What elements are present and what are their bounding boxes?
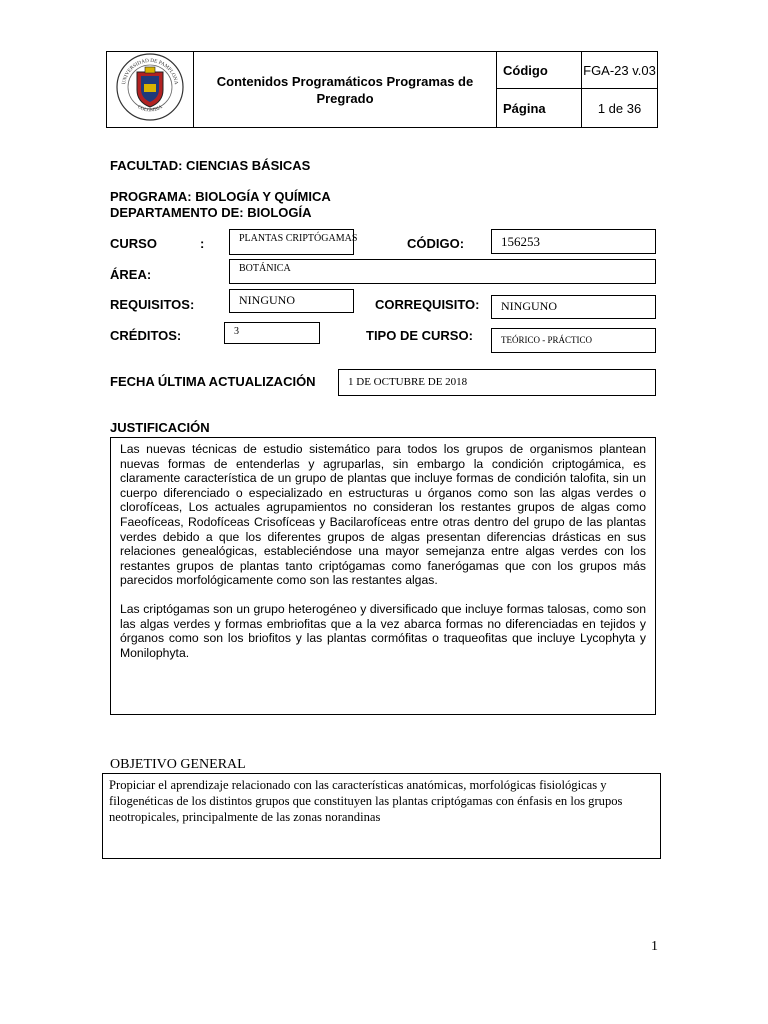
justificacion-box <box>110 437 656 715</box>
correquisito-field: NINGUNO <box>491 295 656 319</box>
svg-text:COLOMBIA: COLOMBIA <box>136 104 164 114</box>
curso-label: CURSO <box>110 236 157 251</box>
codigo-value: FGA-23 v.03 <box>582 52 658 89</box>
tipo-curso-label: TIPO DE CURSO: <box>366 328 473 343</box>
pagina-label: Página <box>497 89 582 128</box>
area-label: ÁREA: <box>110 267 152 282</box>
requisitos-label: REQUISITOS: <box>110 297 195 312</box>
curso-field: PLANTAS CRIPTÓGAMAS <box>229 229 354 255</box>
justificacion-paragraph-2: Las criptógamas son un grupo heterogéneo y diversificado que incluye formas talosas, como son las algas verdes y formas embriofitas que a la vez abarca formas no diferenciadas en tejidos y órganos como son los briofitos y las plantas cormófitas o traqueofitas que incluye Lycophyta y Monilophyta. <box>120 601 646 660</box>
curso-colon: : <box>200 236 205 251</box>
tipo-curso-field: TEÓRICO - PRÁCTICO <box>491 328 656 353</box>
creditos-field: 3 <box>224 322 320 344</box>
objetivo-heading: OBJETIVO GENERAL <box>110 757 246 772</box>
correquisito-label: CORREQUISITO: <box>375 297 480 312</box>
justificacion-heading: JUSTIFICACIÓN <box>110 420 210 435</box>
justificacion-paragraph-1: Las nuevas técnicas de estudio sistemático para todos los grupos de organismos plantean nuevas formas de entenderlas y agruparlas, sin embargo la condición criptogámica, es claramente característica de un grupo de plantas que incluye formas de condición talofita, sin un cuerpo diferenciado o especializado en estructuras u órganos como son las algas verdes o clorofíceas, Los actuales agrupamientos no consideran los restantes grupos de algas como Faeofíceas, Rodofíceas Crisofíceas y Bacilarofíceas entre otras dentro del grupo de las plantas verdes debido a que los diferentes grupos de algas presentan diferencias drásticas en sus relaciones genealógicas, estableciéndose una mayor semejanza entre algas verdes con los restantes grupos de plantas tanto criptógamas como fanerógamas que con los grupos más parecidos morfológicamente como son las restantes algas. <box>120 442 646 588</box>
logo-cell <box>107 52 194 128</box>
document-title: Contenidos Programáticos Programas de Pregrado <box>194 52 497 128</box>
requisitos-field: NINGUNO <box>229 289 354 313</box>
creditos-label: CRÉDITOS: <box>110 328 182 343</box>
svg-text:UNIVERSIDAD DE PAMPLONA: UNIVERSIDAD DE PAMPLONA <box>121 57 179 85</box>
fecha-field: 1 DE OCTUBRE DE 2018 <box>338 369 656 396</box>
header-table <box>106 51 658 128</box>
facultad-line: FACULTAD: CIENCIAS BÁSICAS <box>110 158 311 173</box>
programa-line: PROGRAMA: BIOLOGÍA Y QUÍMICA <box>110 189 331 204</box>
pagina-value: 1 de 36 <box>582 89 658 128</box>
codigo-curso-label: CÓDIGO: <box>407 236 465 251</box>
objetivo-box: Propiciar el aprendizaje relacionado con las características anatómicas, morfológicas fisiológicas y filogenéticas de los distintos grupos que constituyen las plantas criptógamas con énfasis en los grupos neotropicales, principalmente de las zonas norandinas <box>102 773 661 859</box>
codigo-curso-field: 156253 <box>491 229 656 254</box>
area-field: BOTÁNICA <box>229 259 656 284</box>
codigo-label: Código <box>497 52 582 89</box>
page-number: 1 <box>651 939 658 954</box>
departamento-line: DEPARTAMENTO DE: BIOLOGÍA <box>110 205 312 220</box>
university-seal-icon <box>115 52 185 122</box>
fecha-label: FECHA ÚLTIMA ACTUALIZACIÓN <box>110 374 316 389</box>
